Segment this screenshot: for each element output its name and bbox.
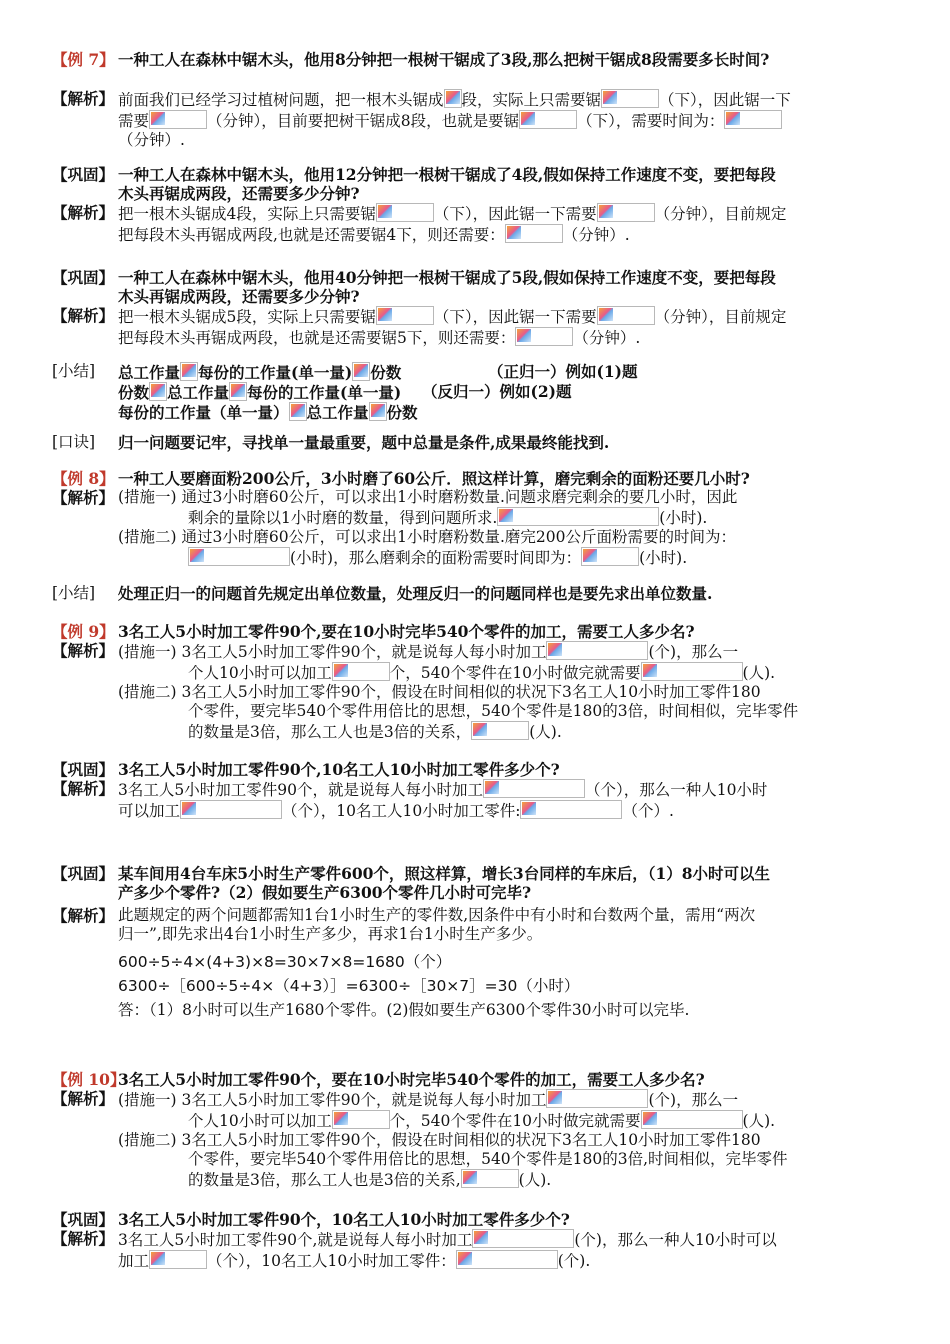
broken-image-icon [456, 1250, 558, 1269]
broken-image-icon [149, 382, 167, 401]
consolidation-3: 【巩固】 3名工人5小时加工零件90个,10名工人10小时加工零件多少个? 【解析】 3名工人5小时加工零件90个，就是说每人每小时加工 （个），那么一种人10小时 可以加工 （个），10名工人10小时加工零件: （个）. [52, 760, 768, 820]
broken-image-icon [520, 800, 622, 819]
consolidation-5: 【巩固】 3名工人5小时加工零件90个，10名工人10小时加工零件多少个? 【解析】 3名工人5小时加工零件90个,就是说每人每小时加工 (个)，那么一种人10小时可以 加工 （个），10名工人10小时加工零件： (个). [52, 1210, 777, 1270]
broken-image-icon [471, 721, 529, 740]
broken-image-icon [352, 362, 370, 381]
consolidation-1: 【巩固】 一种工人在森林中锯木头，他用12分钟把一根树干锯成了4段,假如保持工作速度不变，要把每段 木头再锯成两段，还需要多少分钟? 【解析】 把一根木头锯成4段，实际上只需要锯 （下），因此锯一下需要 （分钟），目前规定 把每段木头再锯成两段,也就是还需要锯4下，则还需要： （分钟）. [52, 165, 787, 244]
broken-image-icon [289, 402, 307, 421]
broken-image-icon [505, 224, 563, 243]
consolidation-4: 【巩固】 某车间用4台车床5小时生产零件600个，照这样算，增长3台同样的车床后，（1）8小时可以生 产多少个零件?（2）假如要生产6300个零件几小时可完毕? 【解析】 此题规定的两个问题都需知1台1小时生产的零件数,因条件中有小时和台数两个量，需用“两次 归一”,即先求出4台1小时生产多少，再求1台1小时生产多少。 600÷5÷4×(4+3)×8=30×7×8=1680（个） 6300÷［600÷5÷4×（4+3）］=6300÷［30×7］=30（小时） 答：（1）8小时可以生产1680个零件。(2)假如要生产6300个零件30小时可以完毕. [52, 864, 771, 1019]
broken-image-icon [483, 779, 585, 798]
broken-image-icon [515, 327, 573, 346]
broken-image-icon [601, 89, 659, 108]
example-7: 【例 7】 一种工人在森林中锯木头，他用8分钟把一根树干锯成了3段,那么把树干锯成8段需要多长时间? 【解析】 前面我们已经学习过植树问题，把一根木头锯成 段，实际上只需要锯 （下），因此锯一下 需要 （分钟），目前要把树干锯成8段，也就是要锯 （下），需要时间为： （分钟）. [52, 50, 912, 150]
broken-image-icon [497, 507, 659, 526]
summary-2: [小结] 处理正归一的问题首先规定出单位数量，处理反归一的问题同样也是要先求出单位数量. [52, 584, 713, 603]
example-9: 【例 9】 3名工人5小时加工零件90个,要在10小时完毕540个零件的加工，需要工人多少名? 【解析】 (措施一) 3名工人5小时加工零件90个，就是说每人每小时加工 (个)，那么一 个人10小时可以加工 个，540个零件在10小时做完就需要 (人). (措施二) 3名工人5小时加工零件90个，假设在时间相似的状况下3名工人10小时加工零件180 个零件，要完毕540个零件用倍比的思想，540个零件是180的3倍，时间相似，完毕零件 的数量是3倍，那么工人也是3倍的关系， (人). [52, 622, 799, 741]
broken-image-icon [180, 800, 282, 819]
broken-image-icon [461, 1169, 519, 1188]
consolidation-2: 【巩固】 一种工人在森林中锯木头，他用40分钟把一根树干锯成了5段,假如保持工作速度不变，要把每段 木头再锯成两段，还需要多少分钟? 【解析】 把一根木头锯成5段，实际上只需要锯 （下），因此锯一下需要 （分钟），目前规定 把每段木头再锯成两段，也就是还需要锯5下，则还需要： （分钟）. [52, 268, 787, 347]
broken-image-icon [180, 362, 198, 381]
broken-image-icon [188, 547, 290, 566]
broken-image-icon [546, 1089, 648, 1108]
broken-image-icon [641, 662, 743, 681]
broken-image-icon [519, 110, 577, 129]
broken-image-icon [149, 1250, 207, 1269]
broken-image-icon [546, 641, 648, 660]
broken-image-icon [332, 662, 390, 681]
broken-image-icon [724, 110, 782, 129]
mnemonic: [口诀] 归一问题要记牢，寻找单一量最重要，题中总量是条件,成果最终能找到. [52, 433, 610, 452]
summary-1: [小结] 总工作量 每份的工作量(单一量) 份数 （正归一）例如(1)题 份数 总工作量 每份的工作量(单一量) （反归一）例如(2)题 每份的工作量（单一量） 总工作量 份数 [52, 362, 638, 422]
broken-image-icon [641, 1110, 743, 1129]
analysis-tag: 【解析】 [52, 89, 115, 108]
broken-image-icon [597, 203, 655, 222]
broken-image-icon [149, 110, 207, 129]
broken-image-icon [229, 382, 247, 401]
broken-image-icon [581, 547, 639, 566]
example-tag: 【例 7】 [52, 50, 115, 69]
broken-image-icon [369, 402, 387, 421]
example-10: 【例 10】 3名工人5小时加工零件90个，要在10小时完毕540个零件的加工，需要工人多少名? 【解析】 (措施一) 3名工人5小时加工零件90个，就是说每人每小时加工 (个)，那么一 个人10小时可以加工 个，540个零件在10小时做完就需要 (人). (措施二) 3名工人5小时加工零件90个，假设在时间相似的状况下3名工人10小时加工零件180 个零件，要完毕540个零件用倍比的思想，540个零件是180的3倍,时间相似，完毕零件 的数量是3倍，那么工人也是3倍的关系, (人). [52, 1070, 788, 1189]
broken-image-icon [376, 306, 434, 325]
broken-image-icon [444, 89, 462, 108]
broken-image-icon [376, 203, 434, 222]
example-8: 【例 8】 一种工人要磨面粉200公斤，3小时磨了60公斤．照这样计算，磨完剩余的面粉还要几小时? 【解析】 (措施一) 通过3小时磨60公斤，可以求出1小时磨粉数量.问题求磨完剩余的要几小时，因此 剩余的量除以1小时磨的数量，得到问题所求. (小时). (措施二) 通过3小时磨60公斤，可以求出1小时磨粉数量.磨完200公斤面粉需要的时间为： (小时)，那么磨剩余的面粉需要时间即为： (小时). [52, 469, 750, 567]
question-text: 一种工人在森林中锯木头，他用8分钟把一根树干锯成了3段,那么把树干锯成8段需要多长时间? [118, 50, 770, 69]
broken-image-icon [597, 306, 655, 325]
broken-image-icon [332, 1110, 390, 1129]
broken-image-icon [472, 1229, 574, 1248]
